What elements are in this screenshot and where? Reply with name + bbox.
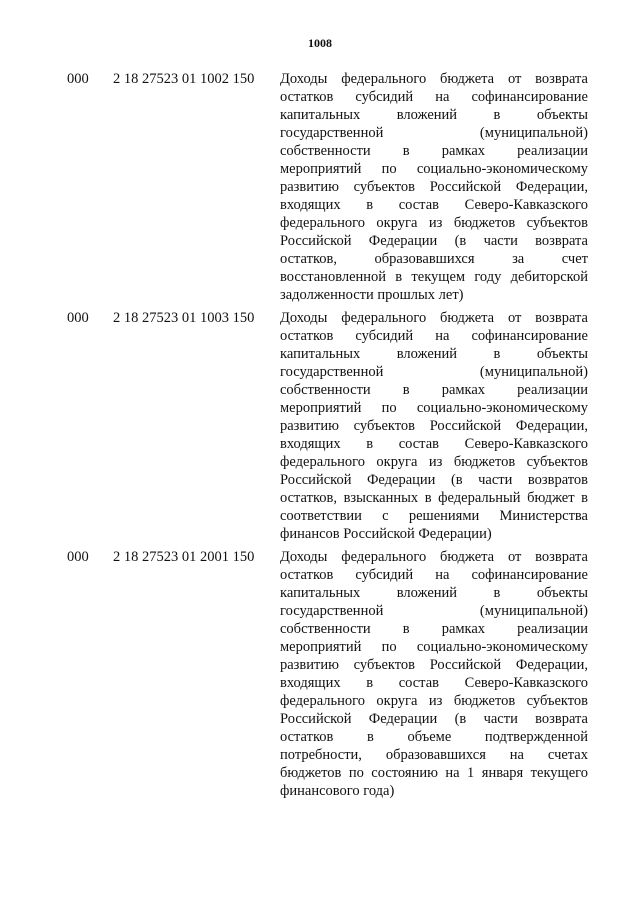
description-line: бюджетов по состоянию на 1 января текущего	[280, 765, 588, 781]
admin-code: 000	[67, 310, 89, 326]
description-line: Российской Федерации (в части возврата	[280, 233, 588, 249]
description-line: Доходы федерального бюджета от возврата	[280, 310, 588, 326]
description-line: остатков субсидий на софинансирование	[280, 328, 588, 344]
description-line: капитальных вложений в объекты	[280, 585, 588, 601]
description-line: входящих в состав Северо-Кавказского	[280, 436, 588, 452]
description-line: остатков субсидий на софинансирование	[280, 567, 588, 583]
admin-code: 000	[67, 549, 89, 565]
budget-classification-code: 2 18 27523 01 1002 150	[113, 71, 255, 87]
description-line: мероприятий по социально-экономическому	[280, 639, 588, 655]
description-line: соответствии с решениями Министерства	[280, 508, 588, 524]
description-line: федерального округа из бюджетов субъектов	[280, 693, 588, 709]
description-line: собственности в рамках реализации	[280, 143, 588, 159]
description-line: финансов Российской Федерации)	[280, 526, 492, 542]
description-line: собственности в рамках реализации	[280, 621, 588, 637]
description-line: восстановленной в текущем году дебиторской	[280, 269, 588, 285]
description-line: Российской Федерации (в части возврата	[280, 711, 588, 727]
table-row	[0, 309, 640, 543]
description-line: федерального округа из бюджетов субъектов	[280, 215, 588, 231]
income-description	[280, 548, 588, 800]
admin-code: 000	[67, 71, 89, 87]
budget-code-table	[0, 70, 640, 805]
description-line: мероприятий по социально-экономическому	[280, 161, 588, 177]
description-line: федерального округа из бюджетов субъектов	[280, 454, 588, 470]
page-number: 1008	[308, 36, 332, 50]
description-line: Доходы федерального бюджета от возврата	[280, 71, 588, 87]
description-line: государственной (муниципальной)	[280, 603, 588, 619]
description-line: входящих в состав Северо-Кавказского	[280, 197, 588, 213]
description-line: государственной (муниципальной)	[280, 364, 588, 380]
description-line: остатков, образовавшихся за счет	[280, 251, 588, 267]
description-line: капитальных вложений в объекты	[280, 346, 588, 362]
description-line: остатков в объеме подтвержденной	[280, 729, 588, 745]
description-line: собственности в рамках реализации	[280, 382, 588, 398]
table-row	[0, 548, 640, 800]
description-line: мероприятий по социально-экономическому	[280, 400, 588, 416]
description-line: финансового года)	[280, 783, 395, 799]
description-line: Доходы федерального бюджета от возврата	[280, 549, 588, 565]
description-line: задолженности прошлых лет)	[280, 287, 464, 303]
description-line: потребности, образовавшихся на счетах	[280, 747, 588, 763]
description-line: входящих в состав Северо-Кавказского	[280, 675, 588, 691]
description-line: развитию субъектов Российской Федерации,	[280, 179, 588, 195]
income-description	[280, 70, 588, 304]
description-line: развитию субъектов Российской Федерации,	[280, 657, 588, 673]
table-row	[0, 70, 640, 304]
description-line: развитию субъектов Российской Федерации,	[280, 418, 588, 434]
income-description	[280, 309, 588, 543]
description-line: Российской Федерации (в части возвратов	[280, 472, 588, 488]
description-line: капитальных вложений в объекты	[280, 107, 588, 123]
description-line: остатков, взысканных в федеральный бюджет в	[280, 490, 588, 506]
description-line: остатков субсидий на софинансирование	[280, 89, 588, 105]
description-line: государственной (муниципальной)	[280, 125, 588, 141]
budget-classification-code: 2 18 27523 01 2001 150	[113, 549, 255, 565]
budget-classification-code: 2 18 27523 01 1003 150	[113, 310, 255, 326]
